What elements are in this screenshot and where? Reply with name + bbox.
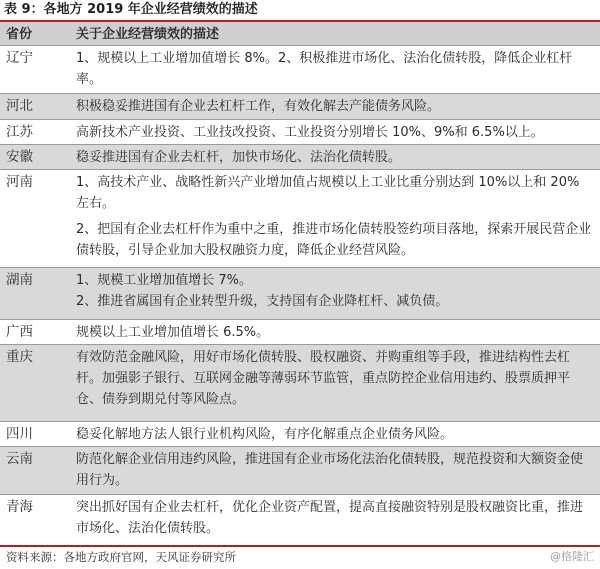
description-cell <box>72 94 600 119</box>
province-cell: 四川 <box>6 426 33 442</box>
description-cell <box>72 422 600 446</box>
table-row <box>0 170 600 268</box>
description-text: 规模以上工业增加值增长 6.5%。 <box>76 325 270 340</box>
watermark: @格隆汇 <box>550 550 594 563</box>
description-text: 高新技术产业投资、工业技改投资、工业投资分别增长 10%、9%和 6.5%以上。 <box>76 125 544 140</box>
table-row <box>0 320 600 345</box>
table-row <box>0 46 600 94</box>
description-cell <box>72 120 600 144</box>
description-text: 1、高技术产业、战略性新兴产业增加值占规模以上工业比重分别达到 10%以上和 20%左右。 <box>76 175 580 211</box>
table-row <box>0 145 600 170</box>
province-cell: 安徽 <box>6 149 33 165</box>
description-text: 2、推进省属国有企业转型升级，支持国有企业降杠杆、减负债。 <box>76 294 449 309</box>
description-cell <box>72 495 600 545</box>
table-row <box>0 120 600 145</box>
description-text: 1、规模工业增加值增长 7%。 <box>76 273 253 288</box>
header-province: 省份 <box>6 27 33 42</box>
description-cell <box>72 145 600 169</box>
province-cell: 云南 <box>6 451 33 467</box>
description-text: 有效防范金融风险，用好市场化债转股、股权融资、并购重组等手段，推进结构性去杠杆。加强影子银行、互联网金融等薄弱环节监管，重点防控企业信用违约、股票质押平仓、债券到期兑付等风险点。 <box>76 350 571 407</box>
province-cell: 河北 <box>6 98 33 114</box>
table-row <box>0 495 600 545</box>
province-cell: 辽宁 <box>6 50 33 66</box>
description-text: 防范化解企业信用违约风险，推进国有企业市场化法治化债转股，规范投资和大额资金使用行为。 <box>76 452 584 488</box>
table-row <box>0 345 600 422</box>
description-text: 突出抓好国有企业去杠杆，优化企业资产配置，提高直接融资特别是股权融资比重，推进市场化、法治化债转股。 <box>76 500 584 536</box>
description-cell <box>72 170 600 267</box>
province-cell: 江苏 <box>6 124 33 140</box>
province-cell: 广西 <box>6 324 33 340</box>
province-cell: 重庆 <box>6 349 33 365</box>
province-cell: 青海 <box>6 499 33 515</box>
table-row <box>0 268 600 320</box>
description-cell <box>72 320 600 344</box>
province-cell: 湖南 <box>6 272 33 288</box>
province-cell: 河南 <box>6 174 33 190</box>
description-text: 稳妥化解地方法人银行业机构风险，有序化解重点企业债务风险。 <box>76 427 454 442</box>
source-note: 资料来源：各地方政府官网，天风证券研究所 <box>6 550 236 564</box>
description-text: 积极稳妥推进国有企业去杠杆工作，有效化解去产能债务风险。 <box>76 99 441 114</box>
description-cell <box>72 46 600 93</box>
description-cell <box>72 268 600 319</box>
table-caption: 表 9：各地方 2019 年企业经营绩效的描述 <box>4 2 258 17</box>
table-row <box>0 447 600 495</box>
performance-table <box>0 20 600 547</box>
table-row <box>0 422 600 447</box>
header-description: 关于企业经营绩效的描述 <box>76 27 220 42</box>
table-row <box>0 94 600 120</box>
description-text: 稳妥推进国有企业去杠杆，加快市场化、法治化债转股。 <box>76 150 402 165</box>
table-footer <box>0 547 600 567</box>
table-header-row <box>0 22 600 46</box>
description-cell <box>72 447 600 494</box>
description-text: 2、把国有企业去杠杆作为重中之重，推进市场化债转股签约项目落地，探索开展民营企业债转股，引导企业加大股权融资力度，降低企业经营风险。 <box>76 222 592 258</box>
description-text: 1、规模以上工业增加值增长 8%。2、积极推进市场化、法治化债转股，降低企业杠杆率。 <box>76 51 573 87</box>
description-cell <box>72 345 600 421</box>
